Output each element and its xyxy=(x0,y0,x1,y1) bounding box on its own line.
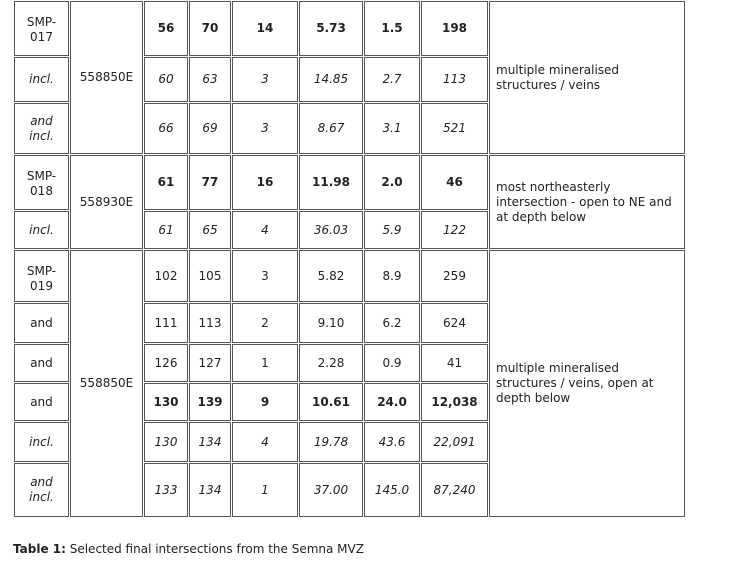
au-cell: 5.73 xyxy=(299,1,363,56)
hole-id-cell: SMP- 017 xyxy=(14,1,69,56)
pb-cell: 122 xyxy=(421,211,488,249)
interval-label-cell: and incl. xyxy=(14,103,69,154)
interval-label-cell: incl. xyxy=(14,422,69,462)
from-cell: 130 xyxy=(144,422,188,462)
pb-cell: 259 xyxy=(421,250,488,302)
table-row xyxy=(14,1,685,56)
ag-cell: 1.5 xyxy=(364,1,420,56)
width-cell: 4 xyxy=(232,422,298,462)
table-row xyxy=(14,250,685,302)
from-cell: 61 xyxy=(144,155,188,210)
comment-cell: multiple mineralised structures / veins, open at depth below xyxy=(489,250,685,517)
table-caption xyxy=(13,542,364,556)
pb-cell: 41 xyxy=(421,344,488,382)
ag-cell: 24.0 xyxy=(364,383,420,421)
width-cell: 1 xyxy=(232,344,298,382)
au-cell: 8.67 xyxy=(299,103,363,154)
au-cell: 9.10 xyxy=(299,303,363,343)
intersections-table xyxy=(13,0,686,518)
to-cell: 70 xyxy=(189,1,231,56)
from-cell: 102 xyxy=(144,250,188,302)
to-cell: 105 xyxy=(189,250,231,302)
ag-cell: 0.9 xyxy=(364,344,420,382)
to-cell: 113 xyxy=(189,303,231,343)
to-cell: 139 xyxy=(189,383,231,421)
au-cell: 5.82 xyxy=(299,250,363,302)
interval-label-cell: incl. xyxy=(14,57,69,102)
pb-cell: 624 xyxy=(421,303,488,343)
from-cell: 61 xyxy=(144,211,188,249)
ag-cell: 43.6 xyxy=(364,422,420,462)
to-cell: 63 xyxy=(189,57,231,102)
from-cell: 66 xyxy=(144,103,188,154)
from-cell: 130 xyxy=(144,383,188,421)
table-row xyxy=(14,155,685,210)
from-cell: 126 xyxy=(144,344,188,382)
from-cell: 56 xyxy=(144,1,188,56)
interval-label-cell: incl. xyxy=(14,211,69,249)
au-cell: 2.28 xyxy=(299,344,363,382)
from-cell: 60 xyxy=(144,57,188,102)
pb-cell: 521 xyxy=(421,103,488,154)
ag-cell: 5.9 xyxy=(364,211,420,249)
width-cell: 3 xyxy=(232,250,298,302)
easting-cell: 558930E xyxy=(70,155,143,249)
interval-label-cell: and xyxy=(14,344,69,382)
width-cell: 14 xyxy=(232,1,298,56)
width-cell: 3 xyxy=(232,57,298,102)
pb-cell: 198 xyxy=(421,1,488,56)
width-cell: 4 xyxy=(232,211,298,249)
to-cell: 65 xyxy=(189,211,231,249)
comment-cell: multiple mineralised structures / veins xyxy=(489,1,685,154)
from-cell: 133 xyxy=(144,463,188,517)
to-cell: 69 xyxy=(189,103,231,154)
au-cell: 36.03 xyxy=(299,211,363,249)
caption-label: Table 1: xyxy=(13,542,66,556)
pb-cell: 113 xyxy=(421,57,488,102)
pb-cell: 12,038 xyxy=(421,383,488,421)
to-cell: 134 xyxy=(189,422,231,462)
width-cell: 1 xyxy=(232,463,298,517)
to-cell: 134 xyxy=(189,463,231,517)
easting-cell: 558850E xyxy=(70,250,143,517)
au-cell: 11.98 xyxy=(299,155,363,210)
width-cell: 9 xyxy=(232,383,298,421)
au-cell: 37.00 xyxy=(299,463,363,517)
from-cell: 111 xyxy=(144,303,188,343)
au-cell: 14.85 xyxy=(299,57,363,102)
easting-cell: 558850E xyxy=(70,1,143,154)
caption-text: Selected final intersections from the Semna MVZ xyxy=(65,542,364,556)
pb-cell: 46 xyxy=(421,155,488,210)
comment-cell: most northeasterly intersection - open to NE and at depth below xyxy=(489,155,685,249)
ag-cell: 6.2 xyxy=(364,303,420,343)
pb-cell: 87,240 xyxy=(421,463,488,517)
to-cell: 77 xyxy=(189,155,231,210)
ag-cell: 3.1 xyxy=(364,103,420,154)
width-cell: 16 xyxy=(232,155,298,210)
width-cell: 2 xyxy=(232,303,298,343)
to-cell: 127 xyxy=(189,344,231,382)
hole-id-cell: SMP- 018 xyxy=(14,155,69,210)
interval-label-cell: and xyxy=(14,303,69,343)
width-cell: 3 xyxy=(232,103,298,154)
hole-id-cell: SMP- 019 xyxy=(14,250,69,302)
au-cell: 19.78 xyxy=(299,422,363,462)
interval-label-cell: and incl. xyxy=(14,463,69,517)
ag-cell: 2.7 xyxy=(364,57,420,102)
ag-cell: 2.0 xyxy=(364,155,420,210)
au-cell: 10.61 xyxy=(299,383,363,421)
ag-cell: 8.9 xyxy=(364,250,420,302)
ag-cell: 145.0 xyxy=(364,463,420,517)
interval-label-cell: and xyxy=(14,383,69,421)
pb-cell: 22,091 xyxy=(421,422,488,462)
